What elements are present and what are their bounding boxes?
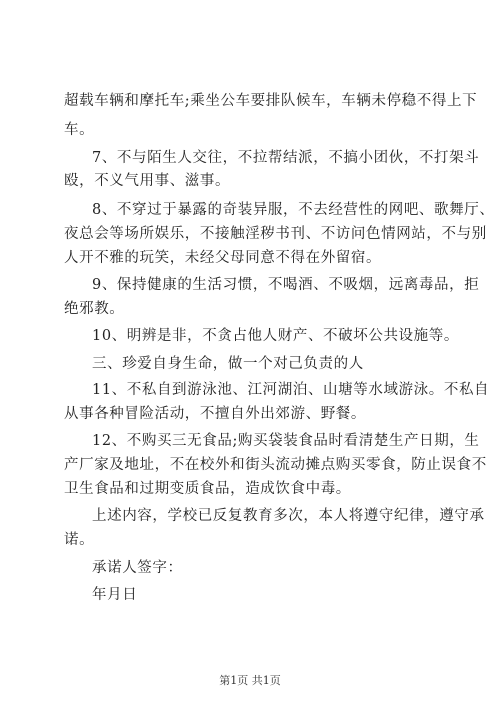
text-line: 超载车辆和摩托车;乘坐公车要排队候车，车辆未停稳不得上下: [64, 93, 478, 109]
signature-label: 承诺人签字：: [92, 560, 183, 576]
section-heading: 三、珍爱自身生命，做一个对己负责的人: [92, 356, 364, 372]
text-line: 8、不穿过于暴露的奇装异服，不去经营性的网吧、歌舞厅、: [92, 202, 495, 218]
text-line: 7、不与陌生人交往，不拉帮结派，不搞小团伙，不打架斗: [92, 150, 480, 166]
text-line: 绝邪教。: [64, 301, 125, 317]
text-line: 人开不雅的玩笑，未经父母同意不得在外留宿。: [64, 250, 382, 266]
text-line: 9、保持健康的生活习惯，不喝酒、不吸烟，远离毒品，拒: [92, 277, 480, 293]
page-footer: 第1页 共1页: [219, 674, 281, 687]
text-line: 10、明辨是非，不贪占他人财产、不破坏公共设施等。: [92, 328, 459, 344]
text-line: 从事各种冒险活动，不擅自外出郊游、野餐。: [64, 406, 366, 422]
text-line: 夜总会等场所娱乐，不接触淫秽书刊、不访问色情网站，不与别: [64, 226, 487, 242]
date-label: 年月日: [92, 587, 138, 603]
text-line: 产厂家及地址，不在校外和街头流动摊点购买零食，防止误食不: [64, 457, 487, 473]
text-line: 殴，不义气用事、滋事。: [64, 173, 231, 189]
text-line: 11、不私自到游泳池、江河湖泊、山塘等水域游泳。不私自: [92, 382, 490, 398]
text-line: 卫生食品和过期变质食品，造成饮食中毒。: [64, 481, 351, 497]
text-line: 车。: [64, 122, 95, 138]
text-line: 12、不购买三无食品;购买袋装食品时看清楚生产日期，生: [92, 433, 480, 449]
text-line: 上述内容，学校已反复教育多次，本人将遵守纪律，遵守承: [92, 508, 485, 524]
text-line: 诺。: [64, 532, 95, 548]
